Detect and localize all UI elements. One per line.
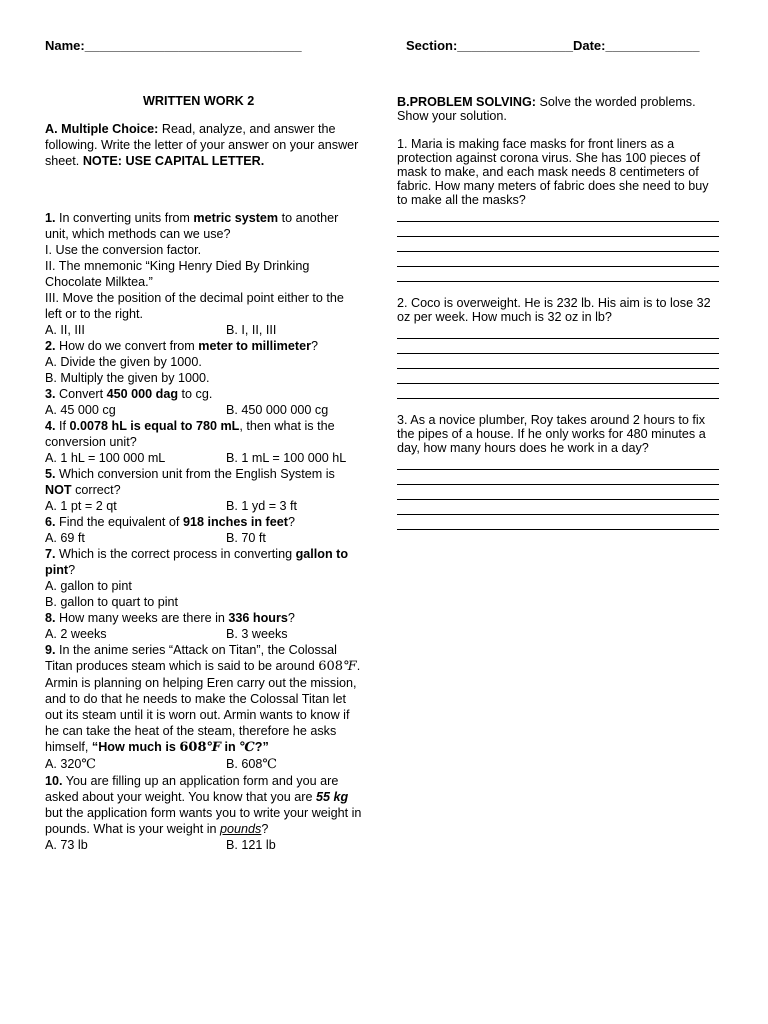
question-text: Find the equivalent of [55,515,183,529]
answer-line[interactable] [397,369,719,384]
question-1-statement-i: I. Use the conversion factor. [45,243,202,257]
option-a[interactable]: A. 1 pt = 2 qt [45,499,117,513]
problem-2: 2. Coco is overweight. He is 232 lb. His aim is to lose 32 oz per week. How much is 32 oz in lb? [397,296,711,324]
question-emphasis: 450 000 dag [106,387,179,401]
question-text: to cg. [178,387,213,401]
question-number: 2. [45,339,56,353]
option-a[interactable]: A. gallon to pint [45,579,132,593]
option-b[interactable]: B. 450 000 000 cg [226,403,329,417]
question-text: You are filling up an application form and you are asked about your weight. You know that you are [45,774,339,804]
question-text: to another unit, which methods can we use? [45,211,339,241]
celsius-unit: ℃ [81,757,96,772]
question-1-options [45,322,363,338]
problem-1: 1. Maria is making face masks for front liners as a protection against corona virus. She has 100 pieces of mask to make, and each mask needs 8 centimeters of fabric. How many meters of fabric does she need to buy to make all the masks? [397,137,709,207]
answer-line[interactable] [397,354,719,369]
question-text: ? [68,563,76,577]
option-b[interactable]: B. I, II, III [226,323,277,337]
question-6-options [45,530,363,546]
option-b[interactable]: B. gallon to quart to pint [45,595,179,609]
answer-line[interactable] [397,252,719,267]
answer-line[interactable] [397,384,719,399]
option-a[interactable]: A. 2 weeks [45,627,107,641]
part-b-heading: B.PROBLEM SOLVING: [397,95,536,109]
question-5-options [45,498,363,514]
question-emphasis: ?” [254,740,269,754]
answer-line[interactable] [397,500,719,515]
question-text: How do we convert from [55,339,199,353]
temperature-value: 608 [318,659,344,674]
celsius-unit: ℃ [262,757,277,772]
option-a[interactable]: A. 45 000 cg [45,403,116,417]
question-emphasis: 918 inches in feet [182,515,288,529]
question-text: ? [261,822,269,836]
section-date-field-label[interactable]: Section:________________Date:_____________ [406,38,700,53]
question-6 [45,514,363,530]
option-b[interactable]: B. 3 weeks [226,627,288,641]
question-7 [45,546,363,578]
question-emphasis: 336 hours [228,611,288,625]
answer-line[interactable] [397,237,719,252]
option-a-value: A. 320 [45,757,82,771]
part-a-heading: A. Multiple Choice: [45,122,159,136]
part-a-instructions: Read, analyze, and answer the following. Write the letter of your answer on your answer sheet. [45,122,359,168]
question-text: If [55,419,70,433]
question-5 [45,466,363,498]
question-text: In the anime series “Attack on Titan”, the Colossal Titan produces steam which is said to be around [45,643,337,673]
question-number: 4. [45,419,56,433]
question-number: 1. [45,211,56,225]
question-text: Which is the correct process in converting [55,547,296,561]
celsius-unit: ℃ [239,740,255,755]
question-number: 3. [45,387,56,401]
question-text: Convert [55,387,107,401]
question-text: , then what is the conversion unit? [45,419,335,449]
question-text: ? [310,339,318,353]
question-text: In converting units from [55,211,194,225]
answer-lines-2[interactable] [397,324,722,399]
question-3-options [45,402,363,418]
question-emphasis: metric system [193,211,279,225]
part-a-intro [45,121,363,169]
question-1-statement-iii: III. Move the position of the decimal point either to the left or to the right. [45,291,344,321]
answer-line[interactable] [397,455,719,470]
question-text: How many weeks are there in [55,611,229,625]
question-number: 10. [45,774,63,788]
question-4 [45,418,363,450]
question-text: ? [287,611,295,625]
answer-line[interactable] [397,207,719,222]
question-text: . Armin is planning on helping Eren carry out the mission, and to do that he needs to make the Colossal Titan let out its steam until it is worn out. Armin wants to know if he can take the heat of the steam, therefore he asks himself, [45,659,361,754]
part-a-note: NOTE: USE CAPITAL LETTER. [82,154,265,168]
question-emphasis: NOT [45,483,72,497]
option-b[interactable]: B. Multiply the given by 1000. [45,371,210,385]
question-emphasis: pounds [220,822,262,836]
question-emphasis: 55 kg [315,790,349,804]
question-8 [45,610,363,626]
question-text: but the application form wants you to write your weight in pounds. What is your weight in [45,806,362,836]
answer-line[interactable] [397,222,719,237]
question-4-options [45,450,363,466]
question-emphasis: gallon to pint [45,547,349,577]
question-emphasis: 0.0078 hL is equal to 780 mL [69,419,240,433]
question-emphasis: meter to millimeter [198,339,311,353]
question-1 [45,210,363,242]
answer-line[interactable] [397,324,719,339]
answer-line[interactable] [397,485,719,500]
question-number: 5. [45,467,56,481]
question-10-options [45,837,363,853]
question-text: correct? [71,483,121,497]
question-text: Which conversion unit from the English System is [55,467,335,481]
answer-line[interactable] [397,470,719,485]
option-a[interactable]: A. II, III [45,323,85,337]
question-number: 7. [45,547,56,561]
fahrenheit-unit: ℉ [343,659,357,674]
option-b[interactable]: B. 1 mL = 100 000 hL [226,451,347,465]
option-b[interactable]: B. 121 lb [226,838,276,852]
answer-line[interactable] [397,339,719,354]
question-1-statement-ii: II. The mnemonic “King Henry Died By Drinking Chocolate Milktea.” [45,259,310,289]
question-number: 6. [45,515,56,529]
multiple-choice-questions [45,210,363,853]
question-number: 9. [45,643,56,657]
option-a[interactable]: A. 69 ft [45,531,85,545]
question-3 [45,386,363,402]
option-b[interactable] [226,756,277,773]
question-emphasis: in [220,740,240,754]
question-text: ? [287,515,295,529]
part-b-instructions: Solve the worded problems. Show your solution. [397,95,696,123]
option-a[interactable]: A. 73 lb [45,838,88,852]
answer-lines-3[interactable] [397,455,722,530]
page-title: WRITTEN WORK 2 [143,94,255,108]
question-9-options [45,756,363,773]
answer-line[interactable] [397,515,719,530]
question-10 [45,773,363,837]
question-8-options [45,626,363,642]
question-2 [45,338,363,354]
problem-3: 3. As a novice plumber, Roy takes around 2 hours to fix the pipes of a house. If he only works for 480 minutes a day, how many hours does he work in a day? [397,413,706,455]
option-a[interactable]: A. 1 hL = 100 000 mL [45,451,166,465]
temperature-value: 608 [179,740,207,755]
question-emphasis: “How much is [91,740,180,754]
answer-line[interactable] [397,267,719,282]
fahrenheit-unit: ℉ [206,740,221,755]
answer-lines-1[interactable] [397,207,722,282]
option-b-value: B. 608 [226,757,263,771]
option-a[interactable] [45,756,226,773]
option-b[interactable]: B. 1 yd = 3 ft [226,499,298,513]
option-b[interactable]: B. 70 ft [226,531,266,545]
problem-solving-section [397,95,722,530]
part-b-intro [397,95,722,123]
question-9 [45,642,363,756]
option-a[interactable]: A. Divide the given by 1000. [45,355,202,369]
name-field-label[interactable]: Name:______________________________ [45,38,302,53]
question-number: 8. [45,611,56,625]
